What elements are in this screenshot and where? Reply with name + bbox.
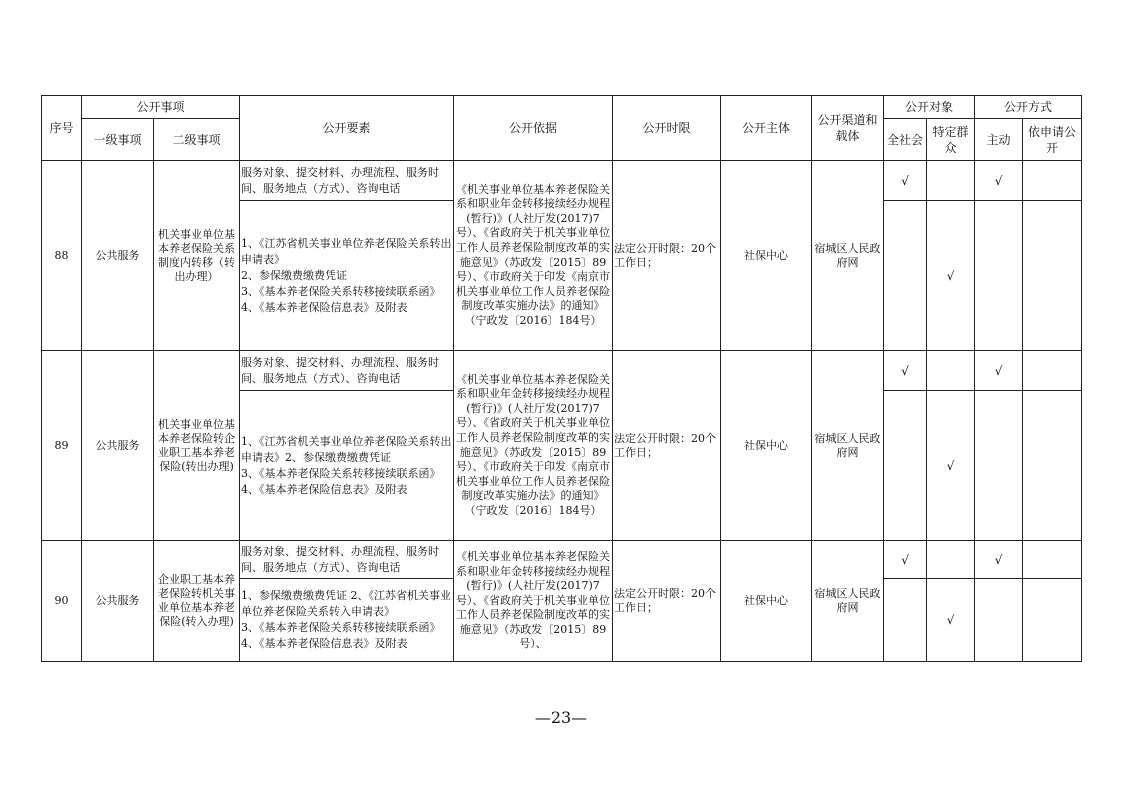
row-time-limit: 法定公开时限：20个工作日； (613, 161, 721, 351)
header-time-limit: 公开时限 (613, 96, 721, 161)
row-basis: 《机关事业单位基本养老保险关系和职业年金转移接续经办规程(暂行)》(人社厅发(2017)7号）、《省政府关于机关事业单位工作人员养老保险制度改革的实施意见》（苏政发〔2015〕89号）、《市政府关于印发《南京市机关事业单位工作人员养老保险制度改革实施办法》的通知》（宁政发〔2016〕184号） (454, 161, 613, 351)
check-all-empty (884, 391, 927, 541)
row-seq: 89 (42, 351, 82, 541)
row-elements-a: 服务对象、提交材料、办理流程、服务时间、服务地点（方式）、咨询电话 (240, 541, 454, 579)
check-specific: √ (927, 391, 975, 541)
header-target-specific: 特定群众 (927, 119, 975, 161)
header-channel: 公开渠道和载体 (812, 96, 884, 161)
check-specific-empty (927, 351, 975, 391)
row-channel: 宿城区人民政府网 (812, 351, 884, 541)
check-all: √ (884, 161, 927, 201)
header-target: 公开对象 (884, 96, 975, 119)
check-active: √ (975, 161, 1023, 201)
header-target-all: 全社会 (884, 119, 927, 161)
check-active-empty (975, 391, 1023, 541)
check-request-empty (1023, 579, 1082, 662)
row-time-limit: 法定公开时限：20个工作日； (613, 541, 721, 662)
row-basis: 《机关事业单位基本养老保险关系和职业年金转移接续经办规程(暂行)》(人社厅发(2017)7号）、《省政府关于机关事业单位工作人员养老保险制度改革的实施意见》（苏政发〔2015〕89号）、 (454, 541, 613, 662)
row-level1: 公共服务 (82, 351, 154, 541)
header-method: 公开方式 (975, 96, 1082, 119)
check-all: √ (884, 351, 927, 391)
check-request-empty (1023, 391, 1082, 541)
row-seq: 90 (42, 541, 82, 662)
table-row (42, 161, 1082, 201)
row-level1: 公共服务 (82, 541, 154, 662)
check-request-empty (1023, 201, 1082, 351)
disclosure-table (41, 95, 1082, 662)
header-seq: 序号 (42, 96, 82, 161)
header-level2: 二级事项 (154, 119, 240, 161)
check-active: √ (975, 351, 1023, 391)
check-specific: √ (927, 201, 975, 351)
row-elements-b: 1、《江苏省机关事业单位养老保险关系转出申请表》 2、参保缴费缴费凭证 3、《基本养老保险关系转移接续联系函》 4、《基本养老保险信息表》及附表 (240, 201, 454, 351)
row-channel: 宿城区人民政府网 (812, 161, 884, 351)
row-subject: 社保中心 (721, 161, 812, 351)
header-method-request: 依申请公开 (1023, 119, 1082, 161)
row-elements-b: 1、参保缴费缴费凭证 2、《江苏省机关事业单位养老保险关系转入申请表》 3、《基本养老保险关系转移接续联系函》 4、《基本养老保险信息表》及附表 (240, 579, 454, 662)
row-basis: 《机关事业单位基本养老保险关系和职业年金转移接续经办规程(暂行)》(人社厅发(2017)7号）、《省政府关于机关事业单位工作人员养老保险制度改革的实施意见》（苏政发〔2015〕89号）、《市政府关于印发《南京市机关事业单位工作人员养老保险制度改革实施办法》的通知》（宁政发〔2016〕184号） (454, 351, 613, 541)
header-elements: 公开要素 (240, 96, 454, 161)
header-subject: 公开主体 (721, 96, 812, 161)
check-specific-empty (927, 161, 975, 201)
header-method-active: 主动 (975, 119, 1023, 161)
check-all-empty (884, 201, 927, 351)
row-level2: 机关事业单位基本养老保险关系制度内转移（转出办理） (154, 161, 240, 351)
row-level2: 机关事业单位基本养老保险转企业职工基本养老保险(转出办理) (154, 351, 240, 541)
row-channel: 宿城区人民政府网 (812, 541, 884, 662)
row-subject: 社保中心 (721, 541, 812, 662)
row-elements-a: 服务对象、提交材料、办理流程、服务时间、服务地点（方式）、咨询电话 (240, 351, 454, 391)
row-level2: 企业职工基本养老保险转机关事业单位基本养老保险(转入办理) (154, 541, 240, 662)
check-active-empty (975, 201, 1023, 351)
check-all-empty (884, 579, 927, 662)
check-request-empty (1023, 161, 1082, 201)
row-elements-b: 1、《江苏省机关事业单位养老保险关系转出申请表》2、参保缴费缴费凭证 3、《基本养老保险关系转移接续联系函》 4、《基本养老保险信息表》及附表 (240, 391, 454, 541)
row-subject: 社保中心 (721, 351, 812, 541)
check-active-empty (975, 579, 1023, 662)
row-level1: 公共服务 (82, 161, 154, 351)
check-request-empty (1023, 351, 1082, 391)
header-public-matter: 公开事项 (82, 96, 240, 119)
check-request-empty (1023, 541, 1082, 579)
table-row (42, 541, 1082, 579)
row-seq: 88 (42, 161, 82, 351)
row-time-limit: 法定公开时限：20个工作日； (613, 351, 721, 541)
header-level1: 一级事项 (82, 119, 154, 161)
row-elements-a: 服务对象、提交材料、办理流程、服务时间、服务地点（方式）、咨询电话 (240, 161, 454, 201)
check-active: √ (975, 541, 1023, 579)
page-number: —23— (534, 708, 588, 727)
table-row (42, 351, 1082, 391)
check-specific: √ (927, 579, 975, 662)
check-specific-empty (927, 541, 975, 579)
header-basis: 公开依据 (454, 96, 613, 161)
check-all: √ (884, 541, 927, 579)
